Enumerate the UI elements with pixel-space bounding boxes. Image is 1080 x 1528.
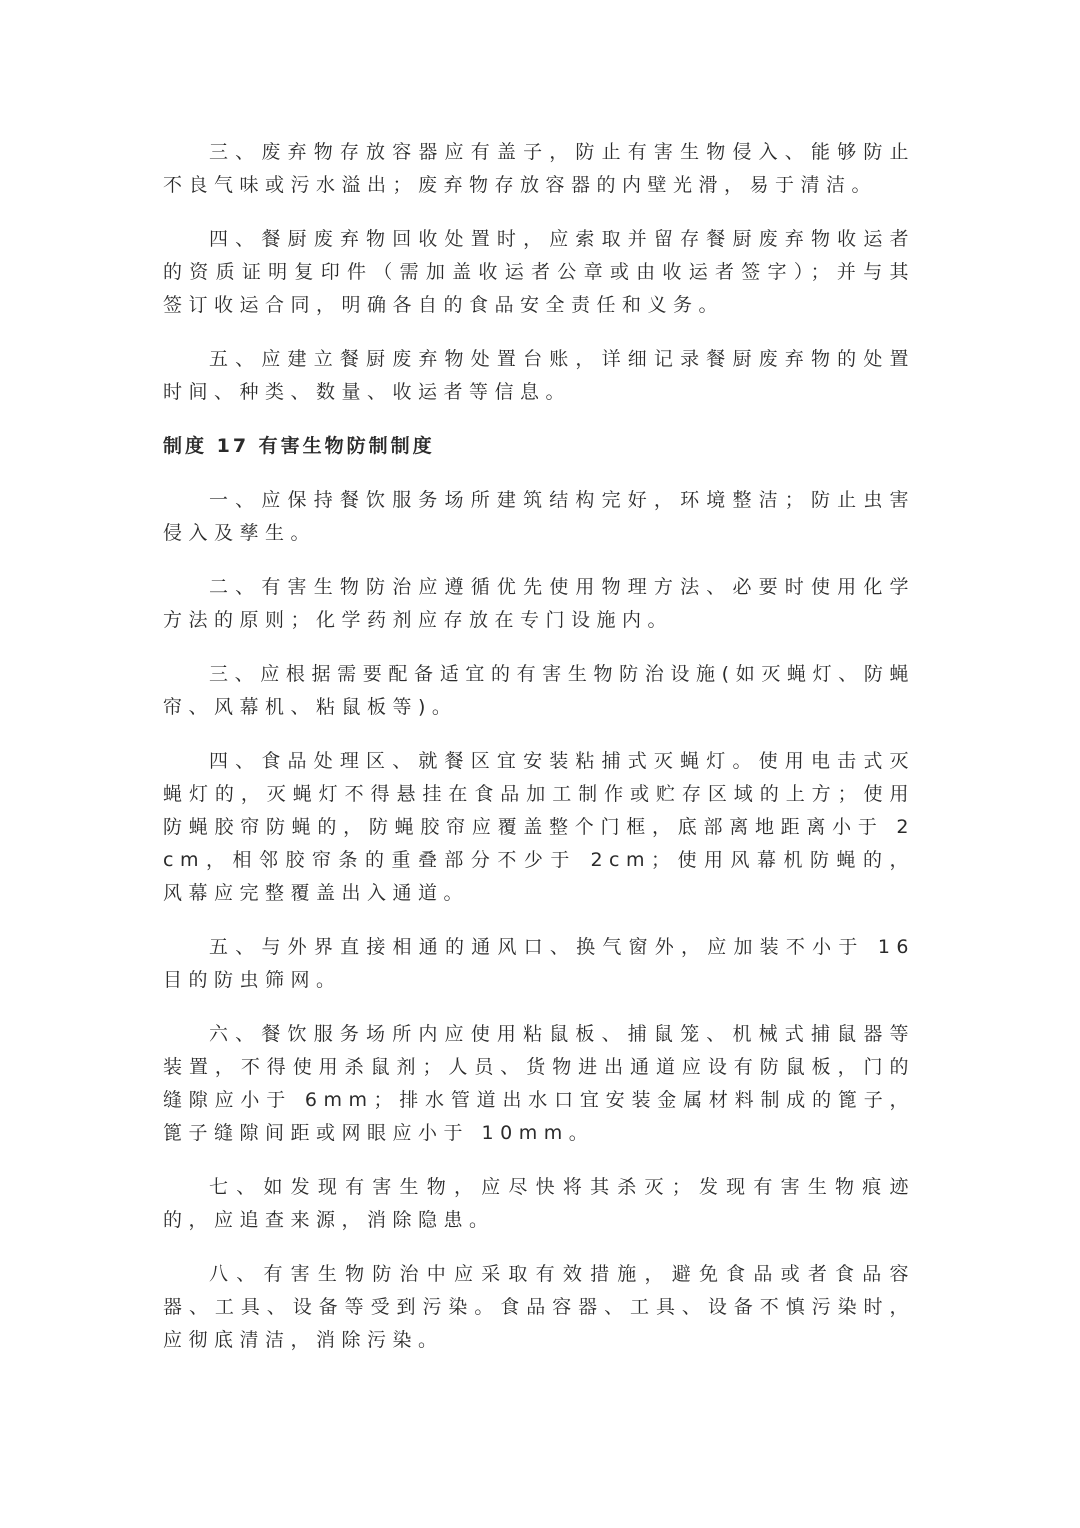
paragraph-item-2: 二、有害生物防治应遵循优先使用物理方法、必要时使用化学方法的原则；化学药剂应存放在专门设施内。 — [163, 576, 915, 631]
section-heading: 制度 17 有害生物防制制度 — [163, 435, 435, 457]
paragraph-item-4: 四、食品处理区、就餐区宜安装粘捕式灭蝇灯。使用电击式灭蝇灯的，灭蝇灯不得悬挂在食品加工制作或贮存区域的上方；使用防蝇胶帘防蝇的，防蝇胶帘应覆盖整个门框，底部离地距离小于 2cm，相邻胶帘条的重叠部分不少于 2cm；使用风幕机防蝇的，风幕应完整覆盖出入通道。 — [163, 750, 915, 904]
paragraph-item-6: 六、餐饮服务场所内应使用粘鼠板、捕鼠笼、机械式捕鼠器等装置，不得使用杀鼠剂；人员、货物进出通道应设有防鼠板，门的缝隙应小于 6mm；排水管道出水口宜安装金属材料制成的篦子，篦子缝隙间距或网眼应小于 10mm。 — [163, 1023, 915, 1144]
paragraph-item-7: 七、如发现有害生物，应尽快将其杀灭；发现有害生物痕迹的，应追查来源，消除隐患。 — [163, 1176, 915, 1231]
document-body — [163, 136, 915, 1378]
paragraph-item-3: 三、应根据需要配备适宜的有害生物防治设施(如灭蝇灯、防蝇帘、风幕机、粘鼠板等)。 — [163, 663, 915, 718]
paragraph-item-5: 五、与外界直接相通的通风口、换气窗外，应加装不小于 16 目的防虫筛网。 — [163, 936, 915, 991]
paragraph-waste-container-lid: 三、废弃物存放容器应有盖子，防止有害生物侵入、能够防止不良气味或污水溢出；废弃物存放容器的内壁光滑，易于清洁。 — [163, 141, 915, 196]
paragraph-item-1: 一、应保持餐饮服务场所建筑结构完好，环境整洁；防止虫害侵入及孳生。 — [163, 489, 915, 544]
paragraph-waste-ledger: 五、应建立餐厨废弃物处置台账，详细记录餐厨废弃物的处置时间、种类、数量、收运者等信息。 — [163, 348, 915, 403]
paragraph-waste-recycling: 四、餐厨废弃物回收处置时，应索取并留存餐厨废弃物收运者的资质证明复印件（需加盖收运者公章或由收运者签字）；并与其签订收运合同，明确各自的食品安全责任和义务。 — [163, 228, 915, 316]
paragraph-item-8: 八、有害生物防治中应采取有效措施，避免食品或者食品容器、工具、设备等受到污染。食品容器、工具、设备不慎污染时，应彻底清洁，消除污染。 — [163, 1263, 915, 1351]
